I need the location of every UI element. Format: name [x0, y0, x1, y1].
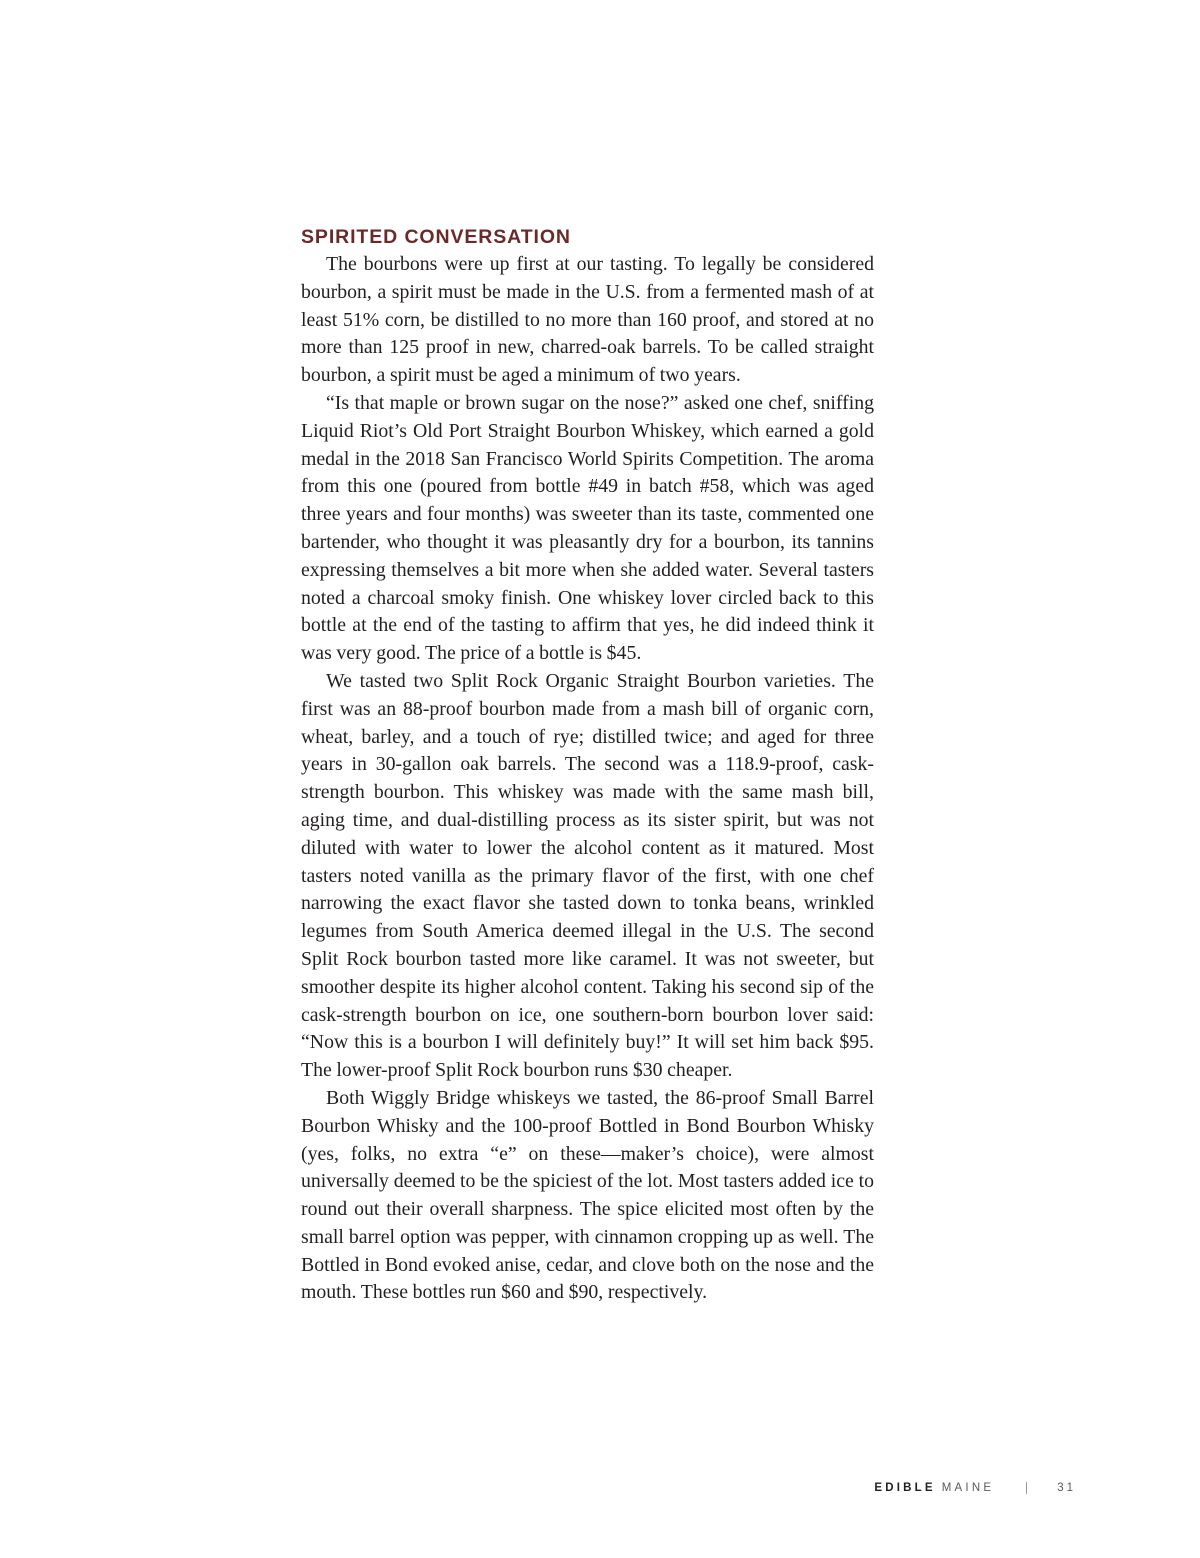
paragraph-liquid-riot: “Is that maple or brown sugar on the nose?” asked one chef, sniffing Liquid Riot’s Old Port Straight Bourbon Whiskey, which earned a gold medal in the 2018 San Francisco World Spirits Competition. The aroma from this one (poured from bottle #49 in batch #58, which was aged three years and four months) was sweeter than its taste, commented one bartender, who thought it was pleasantly dry for a bourbon, its tannins expressing themselves a bit more when she added water. Several tasters noted a charcoal smoky finish. One whiskey lover circled back to this bottle at the end of the tasting to affirm that yes, he did indeed think it was very good. The price of a bottle is $45. — [301, 391, 874, 665]
magazine-name-bold: EDIBLE — [874, 1482, 936, 1494]
footer-divider — [1026, 1482, 1027, 1494]
section-heading: SPIRITED CONVERSATION — [301, 226, 571, 248]
paragraph-bourbon-definition: The bourbons were up first at our tasting. To legally be considered bourbon, a spirit must be made in the U.S. from a fermented mash of at least 51% corn, be distilled to no more than 160 proof, and stored at no more than 125 proof in new, charred-oak barrels. To be called straight bourbon, a spirit must be aged a minimum of two years. — [301, 253, 874, 387]
paragraph-split-rock: We tasted two Split Rock Organic Straight Bourbon varieties. The first was an 88-proof bourbon made from a mash bill of organic corn, wheat, barley, and a touch of rye; distilled twice; and aged for three years in 30-gallon oak barrels. The second was a 118.9-proof, cask-strength bourbon. This whiskey was made with the same mash bill, aging time, and dual-distilling process as its sister spirit, but was not diluted with water to lower the alcohol content as it matured. Most tasters noted vanilla as the primary flavor of the first, with one chef narrowing the exact flavor she tasted down to tonka beans, wrinkled legumes from South America deemed illegal in the U.S. The second Split Rock bourbon tasted more like caramel. It was not sweeter, but smoother despite its higher alcohol content. Taking his second sip of the cask-strength bourbon on ice, one southern-born bourbon lover said: “Now this is a bourbon I will definitely buy!” It will set him back $95. The lower-proof Split Rock bourbon runs $30 cheaper. — [301, 669, 874, 1082]
page-number: 31 — [1057, 1482, 1076, 1494]
paragraph-wiggly-bridge: Both Wiggly Bridge whiskeys we tasted, the 86-proof Small Barrel Bourbon Whisky and the 100-proof Bottled in Bond Bourbon Whisky (yes, folks, no extra “e” on these—maker’s choice), were almost universally deemed to be the spiciest of the lot. Most tasters added ice to round out their overall sharpness. The spice elicited most often by the small barrel option was pepper, with cinnamon cropping up as well. The Bottled in Bond evoked anise, cedar, and clove both on the nose and the mouth. These bottles run $60 and $90, respectively. — [301, 1086, 874, 1304]
article-body — [301, 222, 874, 1307]
page-footer — [874, 1482, 1076, 1494]
magazine-name-light: MAINE — [941, 1482, 995, 1494]
